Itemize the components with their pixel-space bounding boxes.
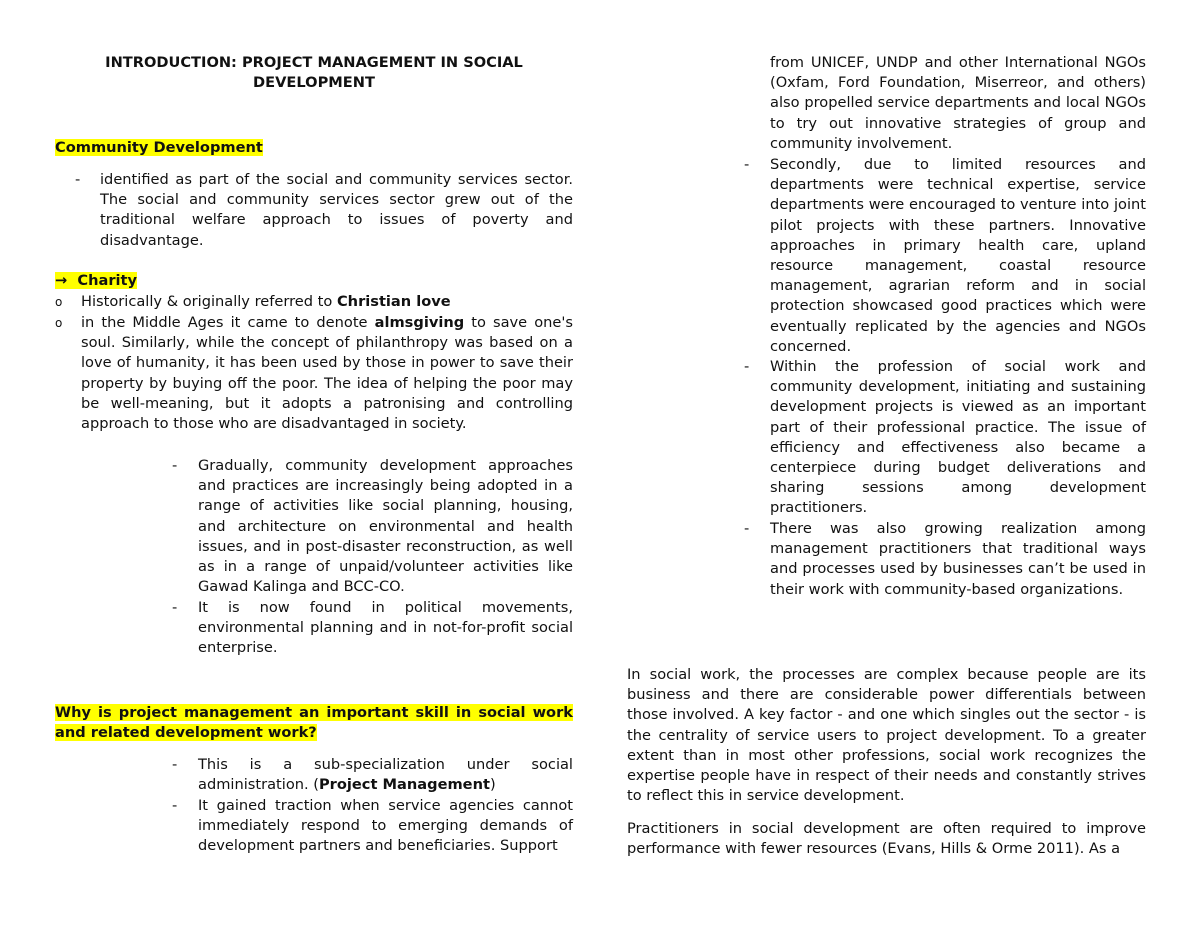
charity-item-2-text xyxy=(81,313,573,434)
charity-item-1-bold: Christian love xyxy=(336,293,451,310)
dash-marker: - xyxy=(172,457,178,474)
charity-item-1-plain: Historically & originally referred to xyxy=(81,293,337,310)
charity-heading-row xyxy=(55,271,573,291)
charity-item-2 xyxy=(55,313,573,434)
why-bullet-1-bold: Project Management xyxy=(318,776,490,794)
charity-item-2-plain-a: in the Middle Ages it came to denote xyxy=(81,314,375,331)
right-bullet-2 xyxy=(627,357,1146,519)
arrow-icon: → xyxy=(55,272,68,289)
dash-marker: - xyxy=(172,756,178,773)
right-bullet-3-text: There was also growing realization among management practitioners that traditional ways and processes used by businesses can’t be used in their work with community-based organizations. xyxy=(770,520,1146,598)
why-bullet-1-plain: This is a sub-specialization under social administration. ( xyxy=(198,756,573,794)
right-paragraph-1-text: In social work, the processes are complex because people are its business and there are considerable power differentials between those involved. A key factor - and one which singles out the sector - is the centrality of service users to project development. To a greater extent than in most other professions, social work recognizes the expertise people have in respect of their needs and constantly strives to reflect this in service development. xyxy=(627,666,1146,805)
community-heading: Community Development xyxy=(55,139,263,156)
right-paragraph-2-text: Practitioners in social development are often required to improve performance with fewer resources (Evans, Hills & Orme 2011). As a xyxy=(627,820,1146,858)
circle-bullet-icon: o xyxy=(55,295,63,309)
why-section xyxy=(55,703,573,743)
why-bullet-2-text: It gained traction when service agencies cannot immediately respond to emerging demands of development partners and beneficiaries. Support xyxy=(198,797,573,855)
why-bullet-2 xyxy=(55,796,573,857)
why-bullet-1-text xyxy=(198,755,573,795)
right-bullet-2-text: Within the profession of social work and community development, initiating and sustaining development projects is viewed as an important part of their professional practice. The issue of efficiency and effectiveness also became a centerpiece during budget deliverations and sharing sessions among development practitioners. xyxy=(770,358,1146,517)
charity-item-2-plain-b: to save one's soul. Similarly, while the concept of philanthropy was based on a love of humanity, it has been used by those in power to save their property by buying off the poor. The idea of helping the poor may be well-meaning, but it adopts a patronising and controlling approach to those who are disadvantaged in society. xyxy=(81,314,573,433)
why-heading-wrap xyxy=(55,703,573,743)
why-bullet-1-end: ) xyxy=(489,776,496,794)
circle-bullet-icon: o xyxy=(55,316,63,330)
right-paragraph-2 xyxy=(627,819,1146,859)
right-paragraph-1 xyxy=(627,665,1146,806)
charity-item-2-bold: almsgiving xyxy=(374,314,465,331)
right-continuation-text: from UNICEF, UNDP and other International NGOs (Oxfam, Ford Foundation, Miserreor, and others) also propelled service departments and local NGOs to try out innovative strategies of group and community involvement. xyxy=(770,54,1146,152)
dash-marker: - xyxy=(172,599,178,616)
dash-marker: - xyxy=(744,520,750,537)
right-bullet-1 xyxy=(627,155,1146,357)
charity-item-1 xyxy=(55,292,573,312)
why-bullet-1 xyxy=(55,755,573,795)
community-bullet-text: identified as part of the social and community services sector. The social and community services sector grew out of the traditional welfare approach to issues of poverty and disadvantage. xyxy=(100,171,573,249)
gradual-bullet-1 xyxy=(55,456,573,597)
charity-item-1-text xyxy=(81,292,573,312)
charity-heading-label: Charity xyxy=(77,272,138,289)
dash-marker: - xyxy=(744,358,750,375)
right-bullet-3 xyxy=(627,519,1146,600)
dash-marker: - xyxy=(744,156,750,173)
gradual-bullet-1-text: Gradually, community development approaches and practices are increasingly being adopted in a range of activities like social planning, housing, and architecture on environmental and health issues, and in post-disaster reconstruction, as well as in a range of unpaid/volunteer activities like Gawad Kalinga and BCC-CO. xyxy=(198,457,573,596)
why-heading: Why is project management an important skill in social work and related development work? xyxy=(55,704,573,742)
community-bullet xyxy=(55,170,573,251)
right-bullet-1-text: Secondly, due to limited resources and departments were technical expertise, service departments were encouraged to venture into joint pilot projects with these partners. Innovative approaches in primary health care, upland resource management, coastal resource management, agrarian reform and in social protection showcased good practices which were eventually replicated by the agencies and NGOs concerned. xyxy=(770,156,1146,355)
dash-marker: - xyxy=(75,171,81,188)
dash-marker: - xyxy=(172,797,178,814)
community-section xyxy=(55,138,573,158)
gradual-bullet-2-text: It is now found in political movements, environmental planning and in not-for-profit social enterprise. xyxy=(198,599,573,657)
gradual-bullet-2 xyxy=(55,598,573,659)
charity-heading xyxy=(55,272,137,289)
right-continuation xyxy=(627,53,1146,154)
page-title: INTRODUCTION: PROJECT MANAGEMENT IN SOCIAL DEVELOPMENT xyxy=(105,54,523,92)
